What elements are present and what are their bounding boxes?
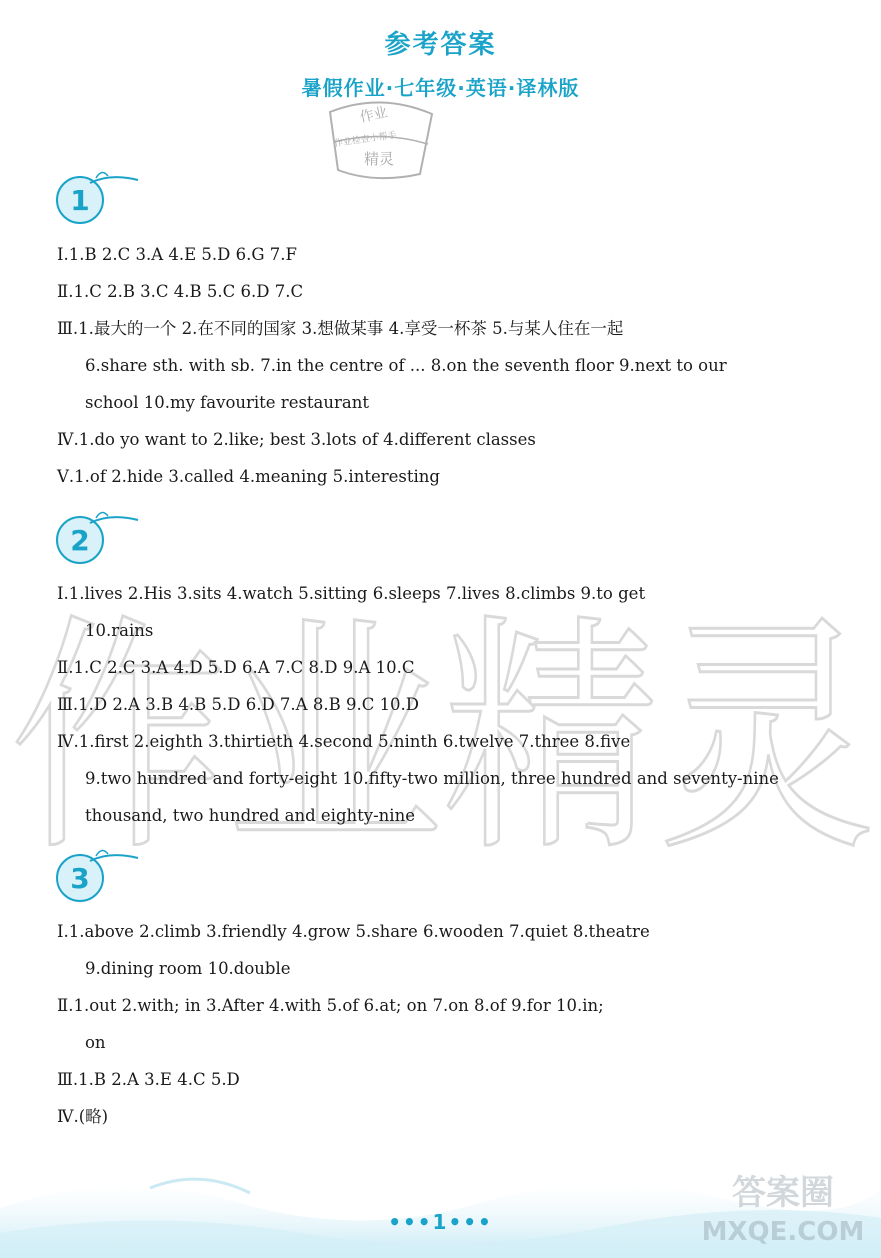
s2-line-6: 9.two hundred and forty-eight 10.fifty-two million, three hundred and seventy-nine [85,769,779,788]
section-2-badge [50,508,140,568]
watermark-text: 作业精灵 [10,600,875,860]
s1-line-2: Ⅱ.1.C 2.B 3.C 4.B 5.C 6.D 7.C [57,282,304,301]
section-2-number: 2 [70,524,90,557]
page-title: 参考答案 [384,30,497,60]
site-logo-watermark [693,1162,873,1252]
section-3-badge [50,846,140,906]
s3-line-4: on [85,1033,106,1052]
logo-url: MXQE.COM [701,1217,865,1247]
s1-line-4: 6.share sth. with sb. 7.in the centre of ... 8.on the seventh floor 9.next to our [85,356,727,375]
s2-line-4: Ⅲ.1.D 2.A 3.B 4.B 5.D 6.D 7.A 8.B 9.C 10.D [57,695,420,714]
s3-line-2: 9.dining room 10.double [85,959,291,978]
section-3-number: 3 [70,862,90,895]
s1-line-1: Ⅰ.1.B 2.C 3.A 4.E 5.D 6.G 7.F [57,245,297,264]
s3-line-1: Ⅰ.1.above 2.climb 3.friendly 4.grow 5.share 6.wooden 7.quiet 8.theatre [57,922,650,941]
section-1-number: 1 [70,184,90,217]
s2-line-1: Ⅰ.1.lives 2.His 3.sits 4.watch 5.sitting 6.sleeps 7.lives 8.climbs 9.to get [57,584,646,603]
s3-line-5: Ⅲ.1.B 2.A 3.E 4.C 5.D [57,1070,240,1089]
s2-line-3: Ⅱ.1.C 2.C 3.A 4.D 5.D 6.A 7.C 8.D 9.A 10.C [57,658,415,677]
stamp-line2: 作业检查小帮手 [333,130,398,150]
s2-line-5: Ⅳ.1.first 2.eighth 3.thirtieth 4.second 5.ninth 6.twelve 7.three 8.five [57,732,631,751]
section-1-badge [50,168,140,228]
s1-line-3: Ⅲ.1.最大的一个 2.在不同的国家 3.想做某事 4.享受一杯茶 5.与某人住在一起 [57,319,624,338]
stamp-line1: 作业 [358,104,390,126]
s2-line-7: thousand, two hundred and eighty-nine [85,806,415,825]
logo-text: 答案圈 [732,1173,834,1213]
page-number: •••1••• [388,1210,493,1234]
s3-line-3: Ⅱ.1.out 2.with; in 3.After 4.with 5.of 6.at; on 7.on 8.of 9.for 10.in; [57,996,604,1015]
s3-line-6: Ⅳ.(略) [57,1107,109,1126]
s1-line-5: school 10.my favourite restaurant [85,393,370,412]
stamp-line3: 精灵 [364,150,395,168]
s1-line-7: Ⅴ.1.of 2.hide 3.called 4.meaning 5.interesting [57,467,440,486]
page-subtitle: 暑假作业·七年级·英语·译林版 [301,76,580,100]
s1-line-6: Ⅳ.1.do yo want to 2.like; best 3.lots of 4.different classes [57,430,536,449]
stamp-watermark [320,92,440,182]
s2-line-2: 10.rains [85,621,154,640]
